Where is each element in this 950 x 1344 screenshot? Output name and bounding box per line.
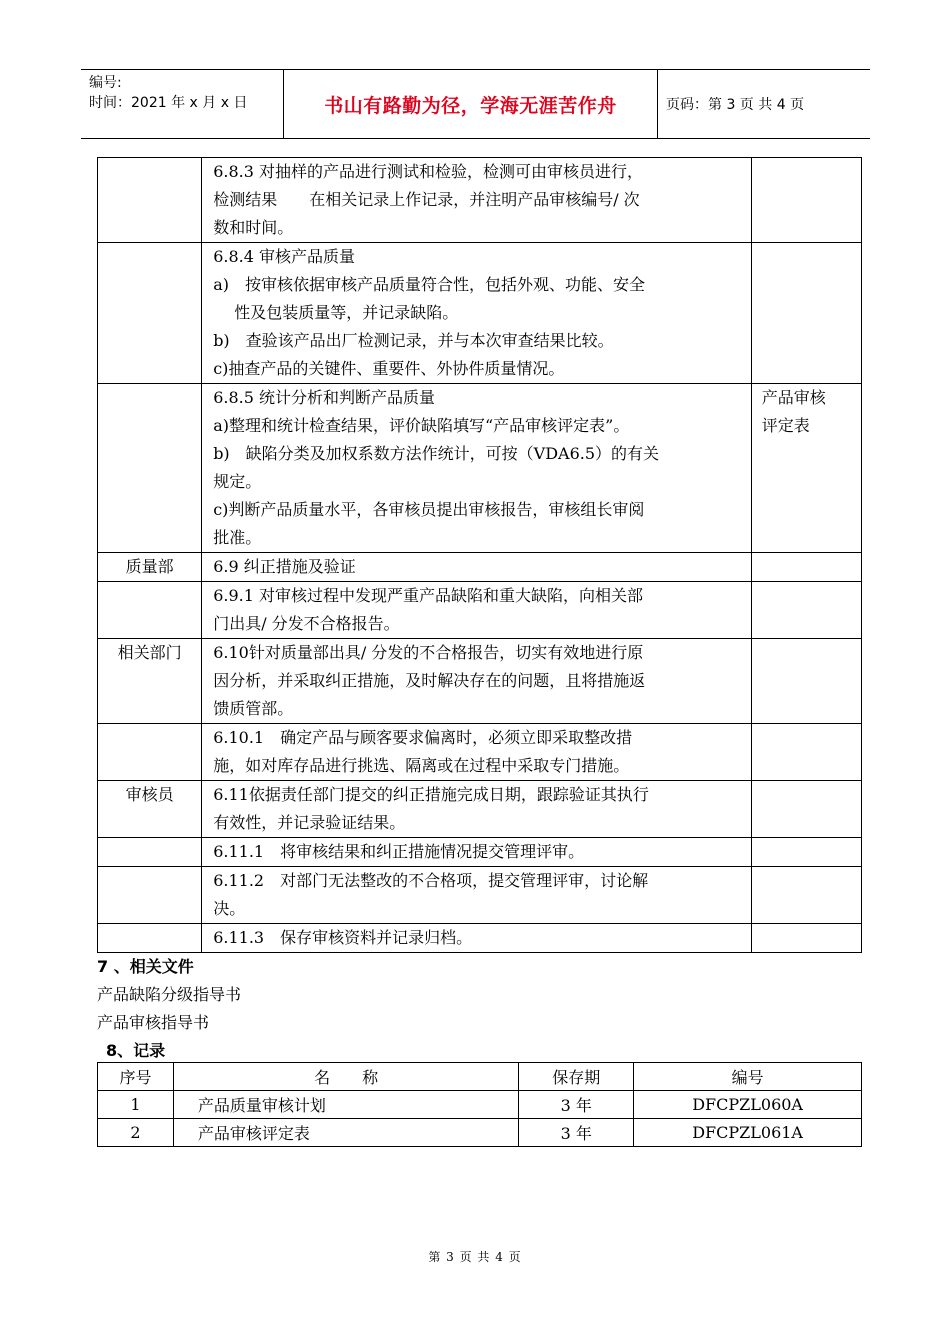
page-header	[81, 69, 870, 139]
step-text-line: 6.9 纠正措施及验证	[213, 557, 356, 576]
cell-name: 产品审核评定表	[173, 1119, 518, 1147]
dept-label: 相关部门	[117, 643, 182, 662]
table-row	[98, 384, 862, 553]
col-header-seq: 序号	[98, 1063, 174, 1091]
step-text-line: 6.11.2 对部门无法整改的不合格项，提交管理评审，讨论解	[213, 871, 649, 890]
dept-cell	[98, 243, 202, 384]
header-meta	[81, 70, 283, 138]
step-text-cell	[202, 724, 752, 781]
step-text-line: 性及包装质量等，并记录缺陷。	[234, 303, 459, 322]
records-header-row	[98, 1063, 862, 1091]
record-cell	[751, 724, 861, 781]
step-text-line: a) 按审核依据审核产品质量符合性，包括外观、功能、安全	[213, 275, 645, 294]
motto: 书山有路勤为径，学海无涯苦作舟	[324, 94, 617, 117]
step-text-line: c)抽查产品的关键件、重要件、外协件质量情况。	[213, 359, 565, 378]
step-text-line: 6.9.1 对审核过程中发现严重产品缺陷和重大缺陷，向相关部	[213, 586, 643, 605]
header-page-cell	[657, 70, 870, 138]
step-text-cell	[202, 158, 752, 243]
step-text-cell	[202, 582, 752, 639]
header-motto-cell	[283, 70, 658, 138]
step-text-line: 6.10.1 确定产品与顾客要求偏离时，必须立即采取整改措	[213, 728, 633, 747]
step-text-line: b) 缺陷分类及加权系数方法作统计，可按（VDA6.5）的有关	[213, 444, 660, 463]
cell-seq: 1	[98, 1091, 174, 1119]
cell-name: 产品质量审核计划	[173, 1091, 518, 1119]
record-cell	[751, 639, 861, 724]
step-text-line: 6.11依据责任部门提交的纠正措施完成日期，跟踪验证其执行	[213, 785, 649, 804]
record-cell	[751, 582, 861, 639]
record-text-line: 产品审核	[761, 388, 826, 407]
dept-cell	[98, 639, 202, 724]
dept-label: 质量部	[125, 557, 174, 576]
dept-cell	[98, 553, 202, 582]
number-label: 编号:	[89, 75, 122, 91]
record-cell	[751, 158, 861, 243]
step-text-cell	[202, 639, 752, 724]
step-text-line: 批准。	[213, 528, 262, 547]
step-text-line: 6.10针对质量部出具/ 分发的不合格报告，切实有效地进行原	[213, 643, 644, 662]
cell-seq: 2	[98, 1119, 174, 1147]
table-row	[98, 924, 862, 953]
step-text-line: 检测结果 在相关记录上作记录，并注明产品审核编号/ 次	[213, 190, 640, 209]
record-cell	[751, 384, 861, 553]
step-text-line: 施，如对库存品进行挑选、隔离或在过程中采取专门措施。	[213, 756, 630, 775]
step-text-cell	[202, 384, 752, 553]
table-row	[98, 867, 862, 924]
dept-cell	[98, 781, 202, 838]
table-row	[98, 158, 862, 243]
step-text-line: 有效性，并记录验证结果。	[213, 813, 406, 832]
step-text-line: 规定。	[213, 472, 262, 491]
step-text-line: 决。	[213, 899, 246, 918]
step-text-line: a)整理和统计检查结果，评价缺陷填写“产品审核评定表”。	[213, 416, 630, 435]
cell-retention: 3 年	[519, 1091, 634, 1119]
dept-cell	[98, 924, 202, 953]
procedure-table	[97, 157, 862, 953]
records-table	[97, 1062, 862, 1147]
step-text-line: 6.8.4 审核产品质量	[213, 247, 355, 266]
step-text-cell	[202, 924, 752, 953]
step-text-line: 因分析，并采取纠正措施，及时解决存在的问题，且将措施返	[213, 671, 646, 690]
related-doc-item: 产品审核指导书	[97, 1013, 210, 1032]
dept-cell	[98, 867, 202, 924]
table-row	[98, 1091, 862, 1119]
table-row	[98, 582, 862, 639]
dept-cell	[98, 582, 202, 639]
table-row	[98, 781, 862, 838]
page-footer: 第 3 页 共 4 页	[428, 1250, 522, 1264]
record-cell	[751, 243, 861, 384]
section7-title: 7 、相关文件	[97, 957, 194, 976]
record-cell	[751, 924, 861, 953]
section8-title: 8、记录	[106, 1041, 166, 1060]
step-text-cell	[202, 553, 752, 582]
dept-cell	[98, 724, 202, 781]
table-row	[98, 639, 862, 724]
record-cell	[751, 553, 861, 582]
table-row	[98, 838, 862, 867]
record-cell	[751, 838, 861, 867]
record-cell	[751, 781, 861, 838]
time-label: 时间：2021 年 x 月 x 日	[89, 95, 248, 111]
table-row	[98, 553, 862, 582]
cell-code: DFCPZL060A	[634, 1091, 862, 1119]
related-doc-item: 产品缺陷分级指导书	[97, 985, 242, 1004]
step-text-line: 数和时间。	[213, 218, 294, 237]
step-text-line: 馈质管部。	[213, 699, 294, 718]
col-header-name: 名 称	[173, 1063, 518, 1091]
table-row	[98, 724, 862, 781]
step-text-line: 6.8.3 对抽样的产品进行测试和检验，检测可由审核员进行，	[213, 162, 643, 181]
page-label: 页码：第 3 页 共 4 页	[666, 97, 805, 113]
step-text-line: 6.11.3 保存审核资料并记录归档。	[213, 928, 473, 947]
step-text-line: 6.8.5 统计分析和判断产品质量	[213, 388, 435, 407]
dept-label: 审核员	[125, 785, 174, 804]
step-text-cell	[202, 838, 752, 867]
step-text-cell	[202, 781, 752, 838]
step-text-line: 门出具/ 分发不合格报告。	[213, 614, 400, 633]
step-text-cell	[202, 867, 752, 924]
dept-cell	[98, 158, 202, 243]
table-row	[98, 243, 862, 384]
cell-retention: 3 年	[519, 1119, 634, 1147]
step-text-line: c)判断产品质量水平，各审核员提出审核报告，审核组长审阅	[213, 500, 645, 519]
col-header-code: 编号	[634, 1063, 862, 1091]
step-text-line: 6.11.1 将审核结果和纠正措施情况提交管理评审。	[213, 842, 585, 861]
cell-code: DFCPZL061A	[634, 1119, 862, 1147]
dept-cell	[98, 838, 202, 867]
record-text-line: 评定表	[761, 416, 810, 435]
step-text-cell	[202, 243, 752, 384]
step-text-line: b) 查验该产品出厂检测记录，并与本次审查结果比较。	[213, 331, 614, 350]
col-header-retention: 保存期	[519, 1063, 634, 1091]
dept-cell	[98, 384, 202, 553]
table-row	[98, 1119, 862, 1147]
record-cell	[751, 867, 861, 924]
